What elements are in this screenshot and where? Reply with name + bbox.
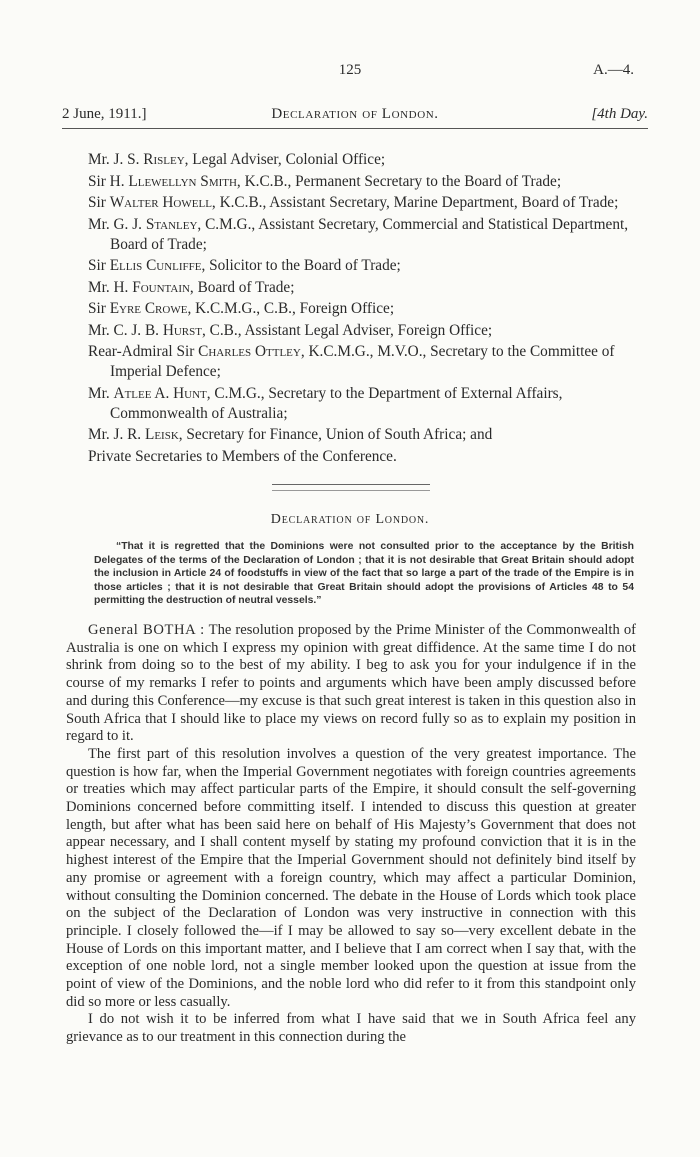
running-head-title: Declaration of London.: [271, 106, 439, 122]
running-head-rule: [62, 128, 648, 129]
attendee-item: Mr. C. J. B. Hurst, C.B., Assistant Legal Adviser, Foreign Office;: [88, 321, 493, 339]
attendee-item: Sir Walter Howell, K.C.B., Assistant Secretary, Marine Department, Board of Trade;: [88, 194, 619, 211]
attendee-item: Mr. J. R. Leisk, Secretary for Finance, Union of South Africa; and: [88, 426, 493, 443]
attendee-item: Rear-Admiral Sir Charles Ottley, K.C.M.G., M.V.O., Secretary to the Committee of Imperial Defence;: [88, 343, 615, 380]
section-divider: [272, 484, 430, 491]
running-head-day: [4th Day.: [591, 106, 648, 122]
attendee-item: Mr. J. S. Risley, Legal Adviser, Colonial Office;: [88, 151, 386, 168]
speech-paragraph: General BOTHA : The resolution proposed by the Prime Minister of the Commonwealth of Australia is one on which I express my opinion with great diffidence. At the same time I do not shrink from doing so to the best of my ability. I beg to ask you for your indulgence if in the course of my remarks I refer to points and arguments which have been amply discussed before and during this Conference—my excuse is that such great interest is taken in this question also in South Africa that I should like to place my views on record fully so as to explain my position in regard to it.: [66, 622, 636, 745]
attendee-item: Sir H. Llewellyn Smith, K.C.B., Permanent Secretary to the Board of Trade;: [88, 172, 562, 190]
speech-paragraph: The first part of this resolution involves a question of the very greatest importance. The question is how far, when the Imperial Government negotiates with foreign countries agreements or treaties which may affect particular parts of the Empire, it should consult the self-governing Dominions concerned before committing itself. I intended to discuss this question at greater length, but after what has been said here on behalf of His Majesty’s Government that does not appear necessary, and I shall content myself by stating my profound conviction that it is in the highest interest of the Empire that the Imperial Government should not definitely bind itself by any promise or agreement with a foreign country, which may affect a particular Dominion, without consulting the Dominion concerned. The debate in the House of Lords which took place on the subject of the Declaration of London was very instructive in connection with this principle. I closely followed the—if I may be allowed to say so—very excellent debate in the House of Lords on this important matter, and I believe that I am correct when I say that, with the exception of one noble lord, not a single member looked upon the question at issue from the point of view of the Dominions, and the noble lord who did refer to it from this standpoint only did so more or less casually.: [66, 745, 636, 1010]
attendee-item: Sir Eyre Crowe, K.C.M.G., C.B., Foreign Office;: [88, 300, 395, 317]
speech-body: [66, 622, 636, 1047]
attendee-item: Mr. Atlee A. Hunt, C.M.G., Secretary to the Department of External Affairs, Commonwealth of Australia;: [88, 384, 563, 422]
running-head-date: 2 June, 1911.]: [62, 106, 147, 122]
attendee-list: [88, 150, 640, 468]
speech-paragraph: I do not wish it to be inferred from what I have said that we in South Africa feel any grievance as to our treatment in this connection during the: [66, 1011, 636, 1046]
resolution-text: “That it is regretted that the Dominions were not consulted prior to the acceptance by the British Delegates of the terms of the Declaration of London ; that it is not desirable that Great Britain should adopt the inclusion in Article 24 of foodstuffs in view of the fact that so large a part of the trade of the Empire is in those articles ; that it is not desirable that Great Britain should adopt the provisions of Articles 48 to 54 permitting the destruction of neutral vessels.”: [94, 541, 634, 607]
running-head: [62, 106, 648, 126]
attendee-item: Private Secretaries to Members of the Conference.: [88, 447, 397, 465]
attendee-item: Mr. H. Fountain, Board of Trade;: [88, 278, 295, 296]
session-reference: A.—4.: [593, 62, 634, 78]
attendee-item: Sir Ellis Cunliffe, Solicitor to the Board of Trade;: [88, 257, 401, 274]
page-number: 125: [338, 62, 362, 78]
attendee-item: Mr. G. J. Stanley, C.M.G., Assistant Secretary, Commercial and Statistical Department, Board of Trade;: [88, 215, 629, 253]
section-title: Declaration of London.: [270, 512, 430, 527]
speaker-name: General BOTHA :: [88, 622, 205, 638]
